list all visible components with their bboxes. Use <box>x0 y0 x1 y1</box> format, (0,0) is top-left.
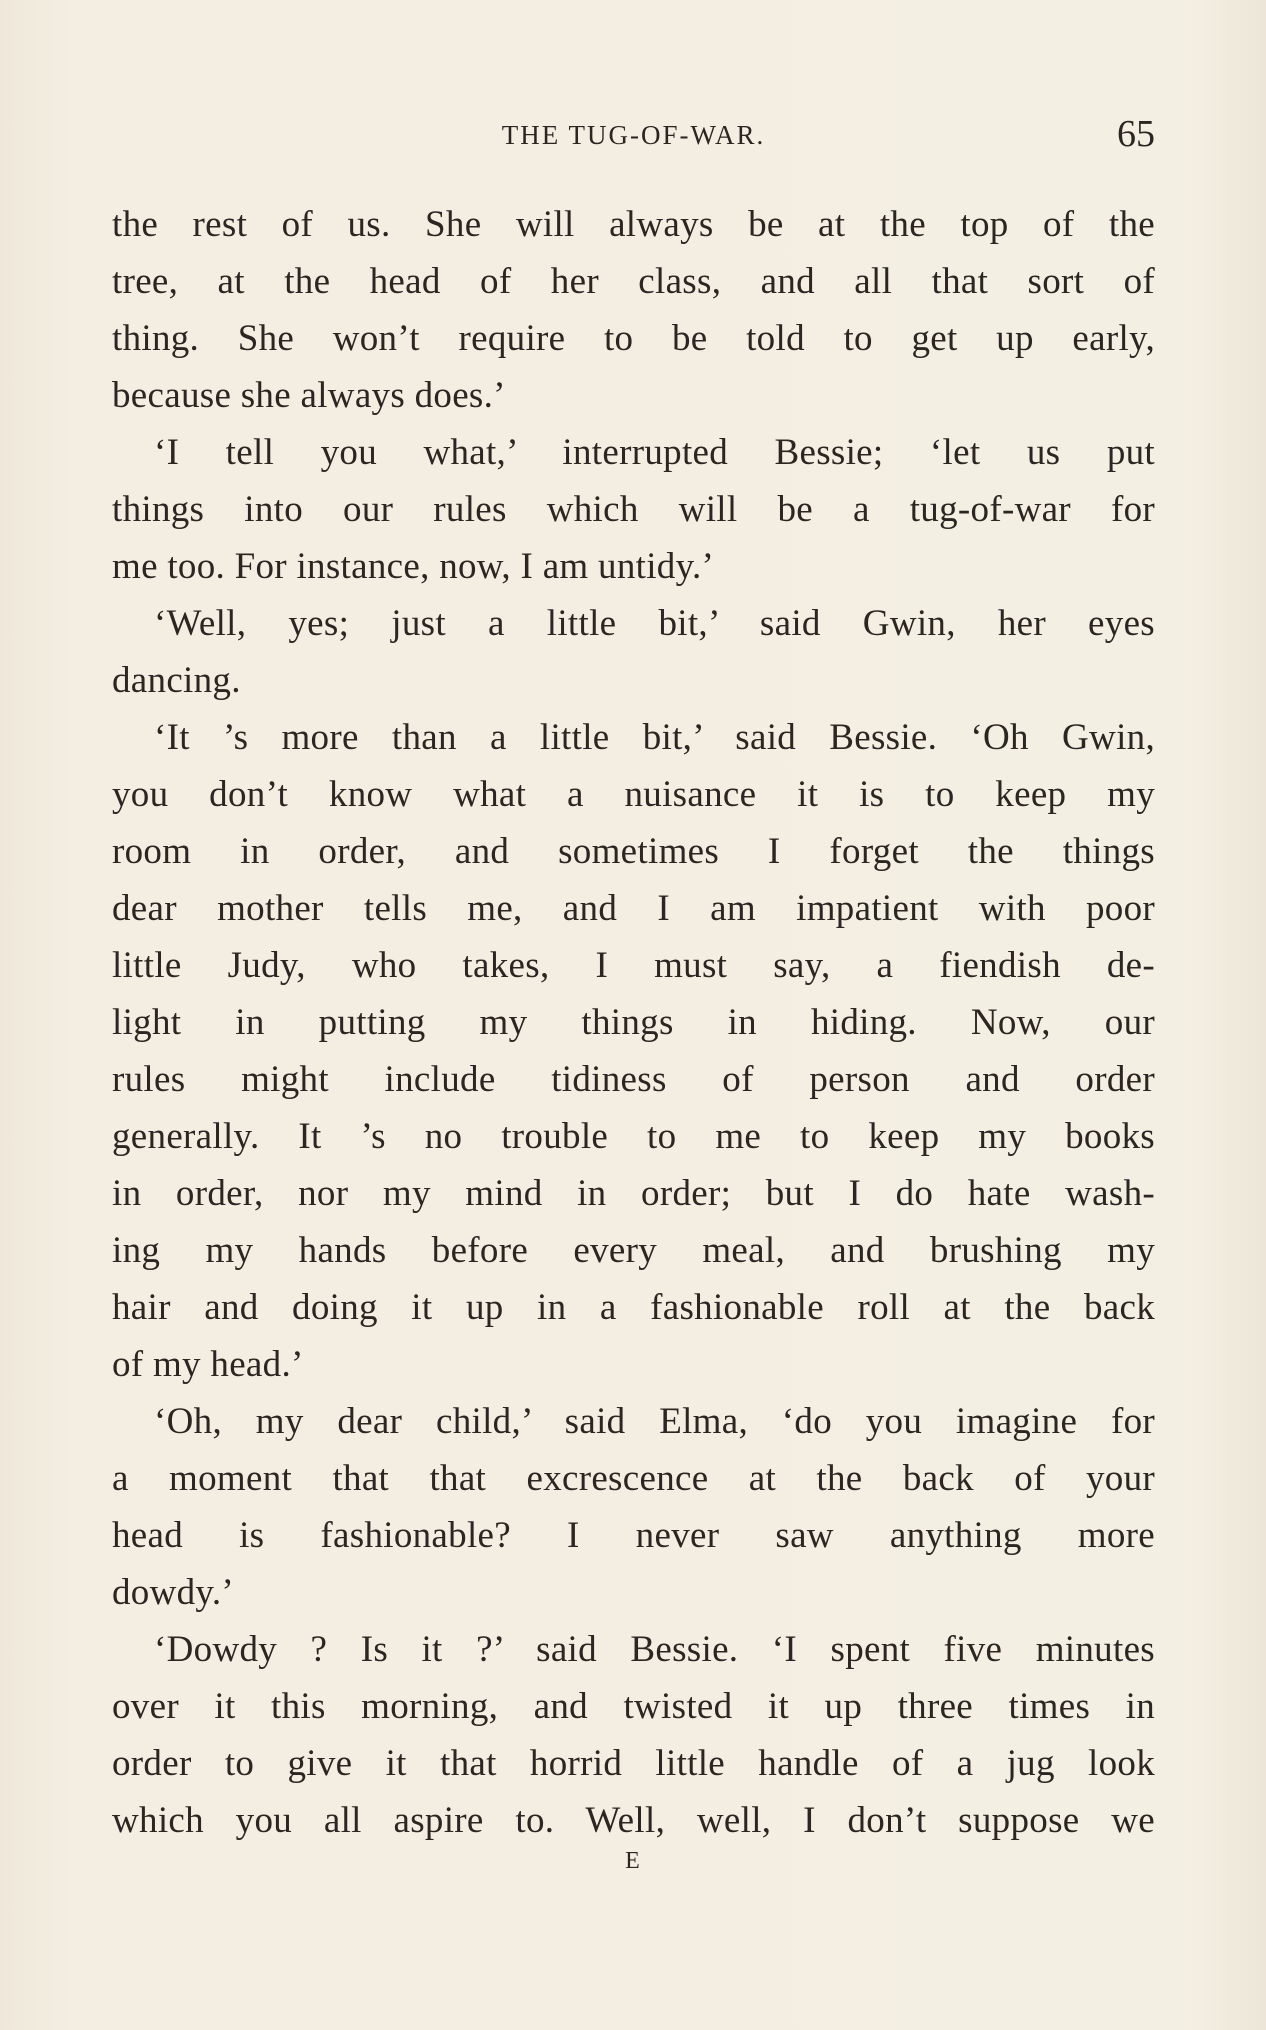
running-head <box>112 112 1155 162</box>
text-line: ‘It ’s more than a little bit,’ said Bessie. ‘Oh Gwin, <box>154 717 1155 758</box>
text-line: which you all aspire to. Well, well, I don’t suppose we <box>112 1800 1155 1841</box>
text-line: in order, nor my mind in order; but I do hate wash- <box>112 1173 1155 1214</box>
text-line: ‘Dowdy ? Is it ?’ said Bessie. ‘I spent five minutes <box>154 1629 1155 1670</box>
text-line: light in putting my things in hiding. Now, our <box>112 1002 1155 1043</box>
text-line: a moment that that excrescence at the back of your <box>112 1458 1155 1499</box>
text-line: me too. For instance, now, I am untidy.’ <box>112 546 715 587</box>
text-line: little Judy, who takes, I must say, a fiendish de- <box>112 945 1155 986</box>
text-line: things into our rules which will be a tug-of-war for <box>112 489 1155 530</box>
text-line: you don’t know what a nuisance it is to keep my <box>112 774 1155 815</box>
text-line: because she always does.’ <box>112 375 506 416</box>
text-line: hair and doing it up in a fashionable roll at the back <box>112 1287 1155 1328</box>
signature-mark: E <box>625 1848 641 1874</box>
body-text <box>112 196 1155 1849</box>
text-line: order to give it that horrid little handle of a jug look <box>112 1743 1155 1784</box>
text-line: ‘I tell you what,’ interrupted Bessie; ‘let us put <box>154 432 1155 473</box>
page-number: 65 <box>1117 113 1155 155</box>
text-line: over it this morning, and twisted it up three times in <box>112 1686 1155 1727</box>
text-line: the rest of us. She will always be at the top of the <box>112 204 1155 245</box>
text-line: rules might include tidiness of person and order <box>112 1059 1155 1100</box>
text-line: ‘Oh, my dear child,’ said Elma, ‘do you imagine for <box>154 1401 1155 1442</box>
text-line: of my head.’ <box>112 1344 304 1385</box>
text-line: thing. She won’t require to be told to get up early, <box>112 318 1155 359</box>
text-line: ‘Well, yes; just a little bit,’ said Gwin, her eyes <box>154 603 1155 644</box>
running-title: THE TUG-OF-WAR. <box>501 120 766 150</box>
text-line: dowdy.’ <box>112 1572 234 1613</box>
text-line: dancing. <box>112 660 241 701</box>
text-line: ing my hands before every meal, and brushing my <box>112 1230 1155 1271</box>
text-line: tree, at the head of her class, and all that sort of <box>112 261 1155 302</box>
text-line: room in order, and sometimes I forget the things <box>112 831 1155 872</box>
text-line: head is fashionable? I never saw anything more <box>112 1515 1155 1556</box>
text-line: dear mother tells me, and I am impatient with poor <box>112 888 1155 929</box>
text-line: generally. It ’s no trouble to me to keep my books <box>112 1116 1155 1157</box>
